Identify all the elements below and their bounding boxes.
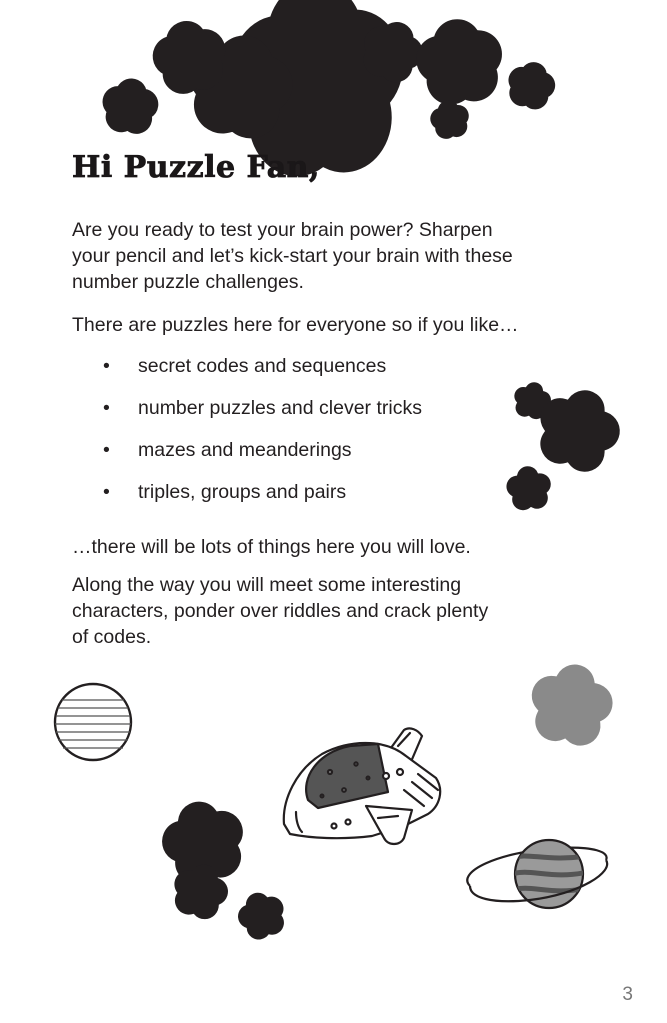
intro-paragraph: Are you ready to test your brain power? Sharpen your pencil and let’s kick-start your brain with these number puzzle challenges. (72, 219, 513, 293)
star-icon (184, 875, 217, 907)
closing-paragraph: Along the way you will meet some interesting characters, ponder over riddles and crack plenty of codes. (72, 574, 489, 648)
star-icon (519, 73, 544, 97)
ringed-planet-icon (467, 840, 607, 908)
star-icon (521, 389, 543, 411)
star-icon (247, 901, 276, 929)
bullet-marker: • (103, 481, 110, 503)
follow-up-paragraph: …there will be lots of things here you will love. (72, 536, 471, 558)
list-item-text: secret codes and sequences (138, 355, 387, 377)
bullet-marker: • (103, 397, 110, 419)
star-icon (180, 818, 228, 865)
page-title: Hi Puzzle Fan, (72, 150, 320, 185)
list-item-text: mazes and meanderings (138, 439, 352, 461)
star-icon (376, 34, 410, 67)
star-icon (547, 681, 595, 727)
planet-icon (55, 684, 131, 760)
list-item-text: number puzzles and clever tricks (138, 397, 422, 419)
bullet-marker: • (103, 355, 110, 377)
spaceship-icon (284, 728, 440, 844)
star-icon (440, 110, 460, 129)
star-icon (553, 404, 605, 455)
list-item-text: triples, groups and pairs (138, 481, 347, 503)
bullet-marker: • (103, 439, 110, 461)
star-icon (171, 38, 209, 75)
lead-in-paragraph: There are puzzles here for everyone so if you like… (72, 314, 519, 336)
page-number: 3 (622, 984, 633, 1005)
star-icon (516, 476, 541, 500)
star-icon (117, 93, 144, 119)
star-icon (438, 41, 481, 82)
